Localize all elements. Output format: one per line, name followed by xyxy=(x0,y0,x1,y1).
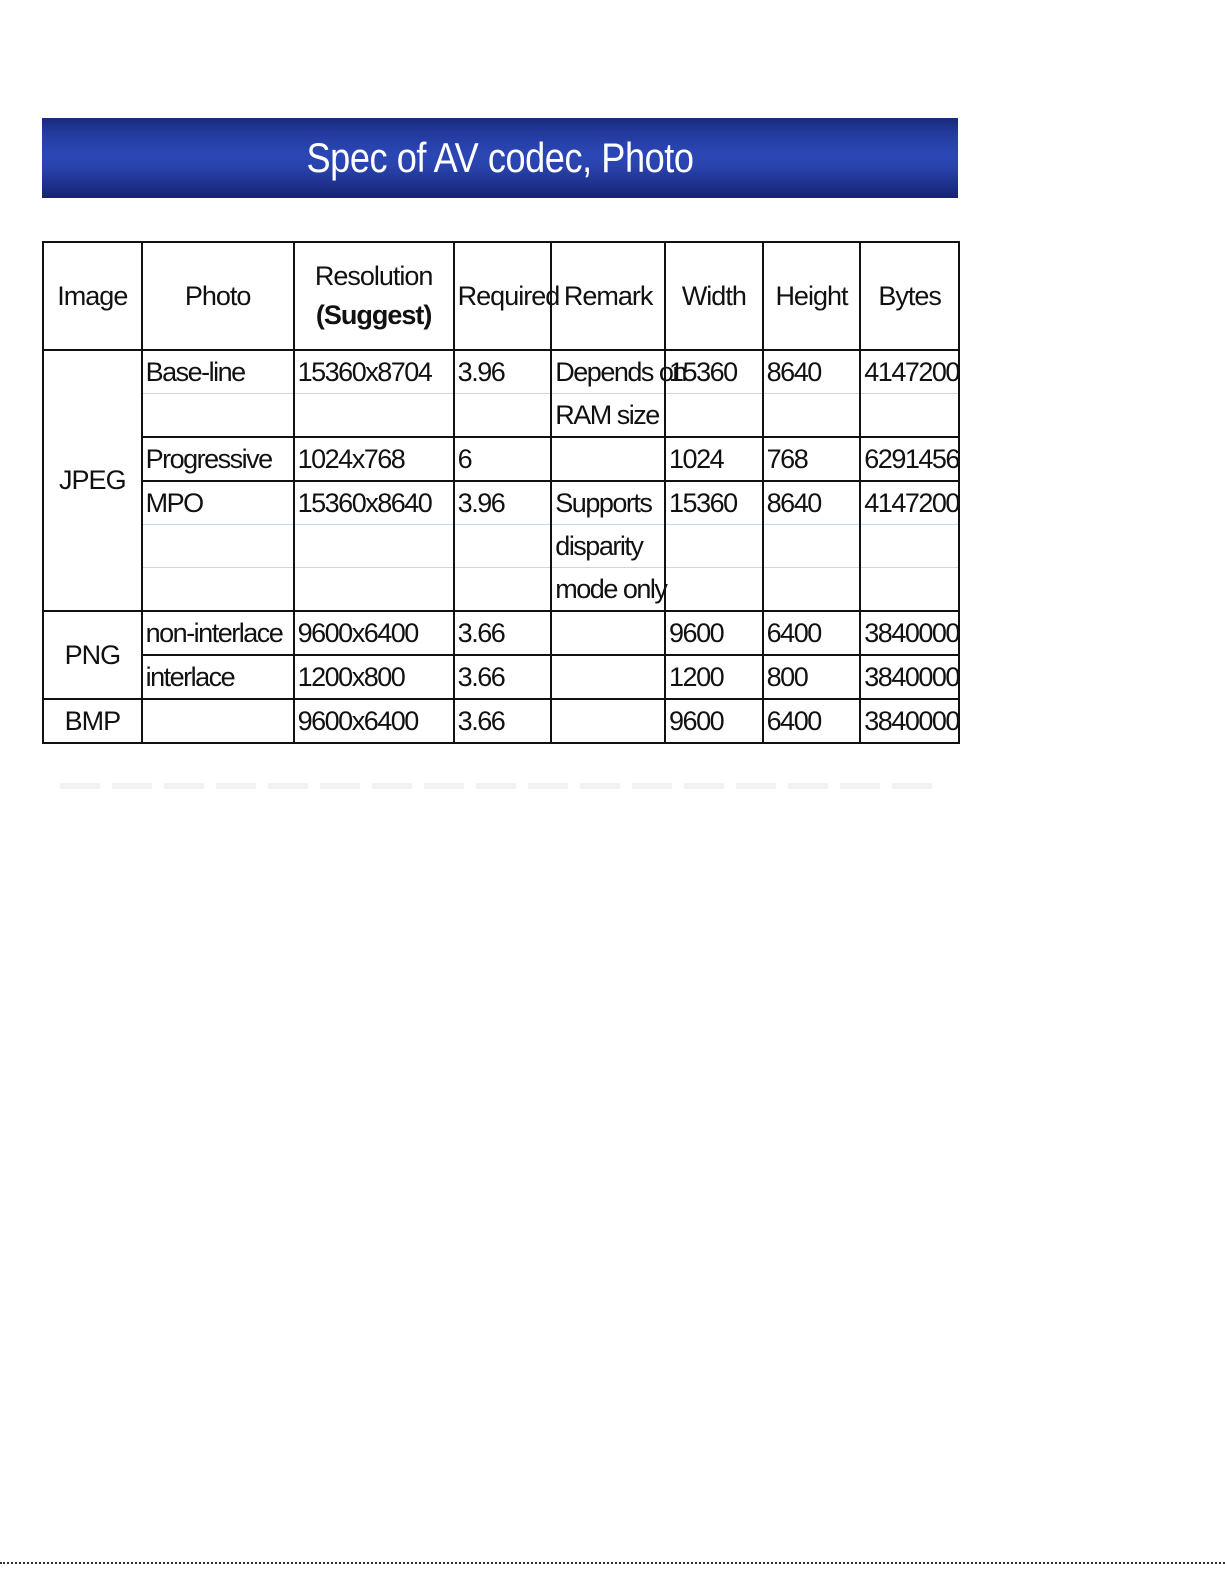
spec-table xyxy=(42,241,960,744)
table-row xyxy=(43,481,959,525)
cell-height xyxy=(763,394,861,438)
cell-bytes xyxy=(860,525,959,568)
header-image: Image xyxy=(43,242,142,350)
cell-resolution xyxy=(294,394,454,438)
header-resolution xyxy=(294,242,454,350)
header-width: Width xyxy=(665,242,763,350)
cell-width: 9600 xyxy=(665,699,763,743)
table-row xyxy=(43,699,959,743)
cell-required: 3.96 xyxy=(454,481,552,525)
cell-height: 8640 xyxy=(763,481,861,525)
cell-resolution xyxy=(294,568,454,612)
cell-height: 6400 xyxy=(763,611,861,655)
cell-bytes xyxy=(860,394,959,438)
cell-photo xyxy=(142,525,294,568)
cell-required xyxy=(454,394,552,438)
cell-width: 15360 xyxy=(665,350,763,394)
page-title: Spec of AV codec, Photo xyxy=(306,134,694,181)
cell-photo xyxy=(142,699,294,743)
cell-bytes: 3840000 xyxy=(860,655,959,699)
title-banner xyxy=(42,118,958,198)
header-resolution-sub: (Suggest) xyxy=(315,300,432,330)
cell-width: 1200 xyxy=(665,655,763,699)
cell-required xyxy=(454,568,552,612)
header-bytes: Bytes xyxy=(860,242,959,350)
cell-bytes: 4147200 xyxy=(860,350,959,394)
cell-required: 3.66 xyxy=(454,699,552,743)
table-row-continuation xyxy=(43,568,959,612)
cell-height xyxy=(763,568,861,612)
cell-bytes: 4147200 xyxy=(860,481,959,525)
cell-remark xyxy=(551,437,665,481)
header-required: Required xyxy=(454,242,552,350)
cell-resolution: 9600x6400 xyxy=(294,611,454,655)
cell-bytes: 6291456 xyxy=(860,437,959,481)
cell-width xyxy=(665,394,763,438)
cell-photo: interlace xyxy=(142,655,294,699)
cell-width: 1024 xyxy=(665,437,763,481)
cell-remark xyxy=(551,655,665,699)
cell-bytes: 3840000 xyxy=(860,699,959,743)
table-row xyxy=(43,611,959,655)
cell-photo: Progressive xyxy=(142,437,294,481)
header-height: Height xyxy=(763,242,861,350)
cell-remark: Supports xyxy=(551,481,665,525)
cell-required: 3.66 xyxy=(454,655,552,699)
table-row-continuation xyxy=(43,394,959,438)
cell-width xyxy=(665,568,763,612)
cell-photo xyxy=(142,568,294,612)
cell-remark: RAM size xyxy=(551,394,665,438)
cell-required xyxy=(454,525,552,568)
cell-remark xyxy=(551,699,665,743)
faint-footer-line xyxy=(60,783,940,789)
cell-resolution: 15360x8640 xyxy=(294,481,454,525)
cell-bytes xyxy=(860,568,959,612)
table-row xyxy=(43,437,959,481)
cell-height: 8640 xyxy=(763,350,861,394)
cell-remark xyxy=(551,611,665,655)
cell-height xyxy=(763,525,861,568)
cell-resolution: 1024x768 xyxy=(294,437,454,481)
cell-photo: non-interlace xyxy=(142,611,294,655)
cell-remark: disparity xyxy=(551,525,665,568)
cell-photo: MPO xyxy=(142,481,294,525)
page-bottom-dotted-border xyxy=(0,1562,1225,1564)
cell-width: 9600 xyxy=(665,611,763,655)
cell-bytes: 3840000 xyxy=(860,611,959,655)
cell-remark: Depends on xyxy=(551,350,665,394)
table-row xyxy=(43,655,959,699)
cell-resolution: 15360x8704 xyxy=(294,350,454,394)
cell-photo: Base-line xyxy=(142,350,294,394)
cell-remark: mode only xyxy=(551,568,665,612)
cell-resolution xyxy=(294,525,454,568)
cell-required: 3.96 xyxy=(454,350,552,394)
group-png: PNG xyxy=(43,611,142,699)
cell-height: 768 xyxy=(763,437,861,481)
group-bmp: BMP xyxy=(43,699,142,743)
header-photo: Photo xyxy=(142,242,294,350)
cell-width xyxy=(665,525,763,568)
cell-height: 6400 xyxy=(763,699,861,743)
cell-required: 3.66 xyxy=(454,611,552,655)
cell-photo xyxy=(142,394,294,438)
cell-resolution: 1200x800 xyxy=(294,655,454,699)
cell-resolution: 9600x6400 xyxy=(294,699,454,743)
cell-required: 6 xyxy=(454,437,552,481)
cell-height: 800 xyxy=(763,655,861,699)
table-header-row xyxy=(43,242,959,350)
group-jpeg: JPEG xyxy=(43,350,142,611)
header-remark: Remark xyxy=(551,242,665,350)
table-row xyxy=(43,350,959,394)
table-row-continuation xyxy=(43,525,959,568)
header-resolution-label: Resolution xyxy=(314,261,433,291)
cell-width: 15360 xyxy=(665,481,763,525)
